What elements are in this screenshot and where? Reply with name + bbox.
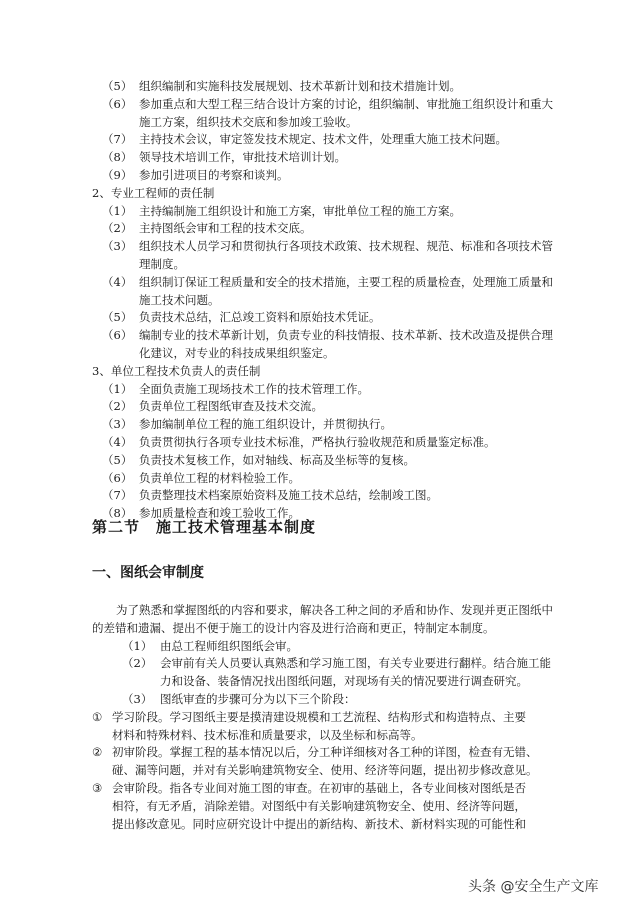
item-text: 主持技术会议，审定签发技术规定、技术文件，处理重大施工技术问题。 xyxy=(139,132,507,147)
item-number: （9） xyxy=(102,168,133,182)
item-text: 理制度。 xyxy=(139,257,185,271)
item-text: 负责贯彻执行各项专业技术标准，严格执行验收规范和质量鉴定标准。 xyxy=(139,435,496,449)
item-text: 会审阶段。指各专业间对施工图的审查。在初审的基础上，各专业间核对图纸是否 xyxy=(112,781,526,795)
item-text: 图纸审查的步骤可分为以下三个阶段： xyxy=(160,692,356,706)
item-number: （1） xyxy=(102,203,133,218)
item-text: 组织编制和实施科技发展规划、技术革新计划和技术措施计划。 xyxy=(139,79,461,93)
item-number: ② xyxy=(92,745,103,760)
item-number: （3） xyxy=(122,692,153,706)
item-text: 参加引进项目的考察和谈判。 xyxy=(139,168,289,182)
item-text: 领导技术培训工作，审批技术培训计划。 xyxy=(139,150,346,165)
subsection-title: 一、图纸会审制度 xyxy=(92,565,204,581)
item-text: 提出修改意见。同时应研究设计中提出的新结构、新技术、新材料实现的可能性和 xyxy=(112,816,526,831)
watermark: 头条 @安全生产文库 xyxy=(468,879,599,895)
item-number: （6） xyxy=(102,328,133,343)
item-text: 主持图纸会审和工程的技术交底。 xyxy=(139,221,312,236)
item-text: 施工技术问题。 xyxy=(139,292,220,307)
item-text: 相符，有无矛盾，消除差错。对图纸中有关影响建筑物安全、使用、经济等问题， xyxy=(112,798,526,813)
section-title: 第二节 施工技术管理基本制度 xyxy=(92,518,317,536)
item-number: （4） xyxy=(102,435,133,449)
item-text: 由总工程师组织图纸会审。 xyxy=(160,638,298,653)
item-number: （1） xyxy=(122,638,153,653)
item-text: 编制专业的技术革新计划，负责专业的科技情报、技术革新、技术改造及提供合理 xyxy=(139,328,553,343)
item-text: 负责整理技术档案原始资料及施工技术总结，绘制竣工图。 xyxy=(139,488,438,503)
item-number: （1） xyxy=(102,381,133,396)
item-number: （2） xyxy=(102,221,133,236)
item-text: 组织制订保证工程质量和安全的技术措施，主要工程的质量检查，处理施工质量和 xyxy=(139,274,553,289)
item-number: （8） xyxy=(102,150,133,165)
item-number: （5） xyxy=(102,310,133,325)
item-text: 主持编制施工组织设计和施工方案，审批单位工程的施工方案。 xyxy=(139,203,461,218)
item-text: 负责单位工程的材料检验工作。 xyxy=(139,470,300,485)
item-number: （6） xyxy=(102,96,133,111)
item-text: 施工方案，组织技术交底和参加竣工验收。 xyxy=(139,114,358,129)
item-text: 化建议，对专业的科技成果组织鉴定。 xyxy=(139,346,335,360)
item-number: （7） xyxy=(102,132,133,147)
section-heading: 2、专业工程师的责任制 xyxy=(92,185,215,200)
item-number: （3） xyxy=(102,239,133,254)
paragraph-line: 的差错和遗漏、提出不便于施工的设计内容及进行洽商和更正，特制定本制度。 xyxy=(92,620,495,635)
item-text: 会审前有关人员要认真熟悉和学习施工图，有关专业要进行翻样。结合施工能 xyxy=(160,656,551,671)
item-text: 全面负责施工现场技术工作的技术管理工作。 xyxy=(139,381,369,396)
item-number: ③ xyxy=(92,781,103,795)
section-heading: 3、单位工程技术负责人的责任制 xyxy=(92,363,261,378)
item-text: 学习阶段。学习图纸主要是摸清建设规模和工艺流程、结构形式和构造特点、主要 xyxy=(112,709,526,724)
item-text: 组织技术人员学习和贯彻执行各项技术政策、技术规程、规范、标准和各项技术管 xyxy=(139,239,553,254)
item-number: （6） xyxy=(102,470,133,485)
item-text: 力和设备、装备情况找出图纸问题，对现场有关的情况要进行调查研究。 xyxy=(160,674,528,689)
item-number: （5） xyxy=(102,79,133,93)
item-number: （7） xyxy=(102,488,133,503)
item-text: 负责单位工程图纸审查及技术交流。 xyxy=(139,399,323,414)
item-text: 参加质量检查和竣工验收工作。 xyxy=(139,506,300,521)
item-text: 初审阶段。掌握工程的基本情况以后，分工种详细核对各工种的详图，检查有无错、 xyxy=(112,745,538,760)
item-text: 材料和特殊材料、技术标准和质量要求，以及坐标和标高等。 xyxy=(112,727,423,742)
item-number: （4） xyxy=(102,274,133,289)
paragraph-line: 为了熟悉和掌握图纸的内容和要求，解决各工种之间的矛盾和协作、发现并更正图纸中 xyxy=(116,603,553,617)
item-text: 负责技术总结，汇总竣工资料和原始技术凭证。 xyxy=(139,310,381,325)
item-text: 参加编制单位工程的施工组织设计，并贯彻执行。 xyxy=(139,417,392,432)
item-text: 参加重点和大型工程三结合设计方案的讨论，组织编制、审批施工组织设计和重大 xyxy=(139,96,553,111)
item-text: 负责技术复核工作，如对轴线、标高及坐标等的复核。 xyxy=(139,452,415,467)
item-text: 碰、漏等问题，并对有关影响建筑物安全、使用、经济等问题，提出初步修改意见。 xyxy=(112,763,538,778)
item-number: （8） xyxy=(102,506,133,521)
item-number: （2） xyxy=(122,656,153,671)
item-number: ① xyxy=(92,709,103,724)
item-number: （3） xyxy=(102,417,133,432)
item-number: （5） xyxy=(102,452,133,467)
item-number: （2） xyxy=(102,399,133,414)
